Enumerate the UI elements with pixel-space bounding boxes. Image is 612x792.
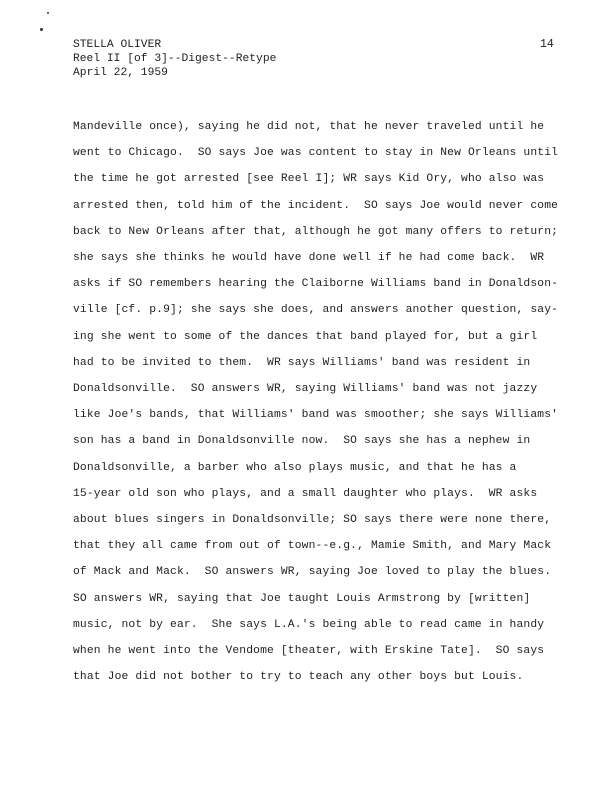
transcript-line: son has a band in Donaldsonville now. SO says she has a nephew in (73, 435, 531, 448)
transcript-line: SO answers WR, saying that Joe taught Louis Armstrong by [written] (73, 592, 531, 605)
transcript-line: ville [cf. p.9]; she says she does, and answers another question, say- (73, 304, 559, 317)
transcript-line: ing she went to some of the dances that band played for, but a girl (73, 330, 538, 343)
interviewee-name: STELLA OLIVER (73, 39, 162, 51)
transcript-line: about blues singers in Donaldsonville; SO says there were none there, (73, 514, 552, 526)
transcript-line: asks if SO remembers hearing the Claiborne Williams band in Donaldson- (73, 278, 559, 291)
scan-speck (40, 28, 43, 31)
page-number: 14 (540, 38, 554, 51)
transcript-line: Donaldsonville. SO answers WR, saying Williams' band was not jazzy (73, 383, 538, 395)
transcript-line: arrested then, told him of the incident. SO says Joe would never come (73, 199, 559, 212)
transcript-line: Donaldsonville, a barber who also plays music, and that he has a (73, 461, 517, 474)
interview-date: April 22, 1959 (73, 67, 168, 79)
transcript-line: like Joe's bands, that Williams' band was smoother; she says Williams' (73, 409, 559, 422)
transcript-line: back to New Orleans after that, although he got many offers to return; (73, 225, 559, 238)
scan-speck (47, 12, 49, 14)
transcript-line: 15-year old son who plays, and a small daughter who plays. WR asks (73, 487, 538, 500)
transcript-line: that Joe did not bother to try to teach any other boys but Louis. (73, 671, 524, 684)
transcript-line: the time he got arrested [see Reel I]; WR says Kid Ory, who also was (73, 173, 545, 186)
transcript-line: that they all came from out of town--e.g., Mamie Smith, and Mary Mack (73, 540, 552, 553)
transcript-line: went to Chicago. SO says Joe was content to stay in New Orleans until (73, 147, 559, 160)
reel-label: Reel II [of 3]--Digest--Retype (73, 53, 277, 65)
transcript-line: she says she thinks he would have done well if he had come back. WR (73, 252, 545, 264)
transcript-line: music, not by ear. She says L.A.'s being able to read came in handy (73, 618, 545, 631)
transcript-line: had to be invited to them. WR says Williams' band was resident in (73, 356, 531, 369)
transcript-line: Mandeville once), saying he did not, that he never traveled until he (73, 121, 545, 133)
transcript-line: of Mack and Mack. SO answers WR, saying Joe loved to play the blues. (73, 566, 552, 579)
transcript-line: when he went into the Vendome [theater, with Erskine Tate]. SO says (73, 645, 545, 657)
